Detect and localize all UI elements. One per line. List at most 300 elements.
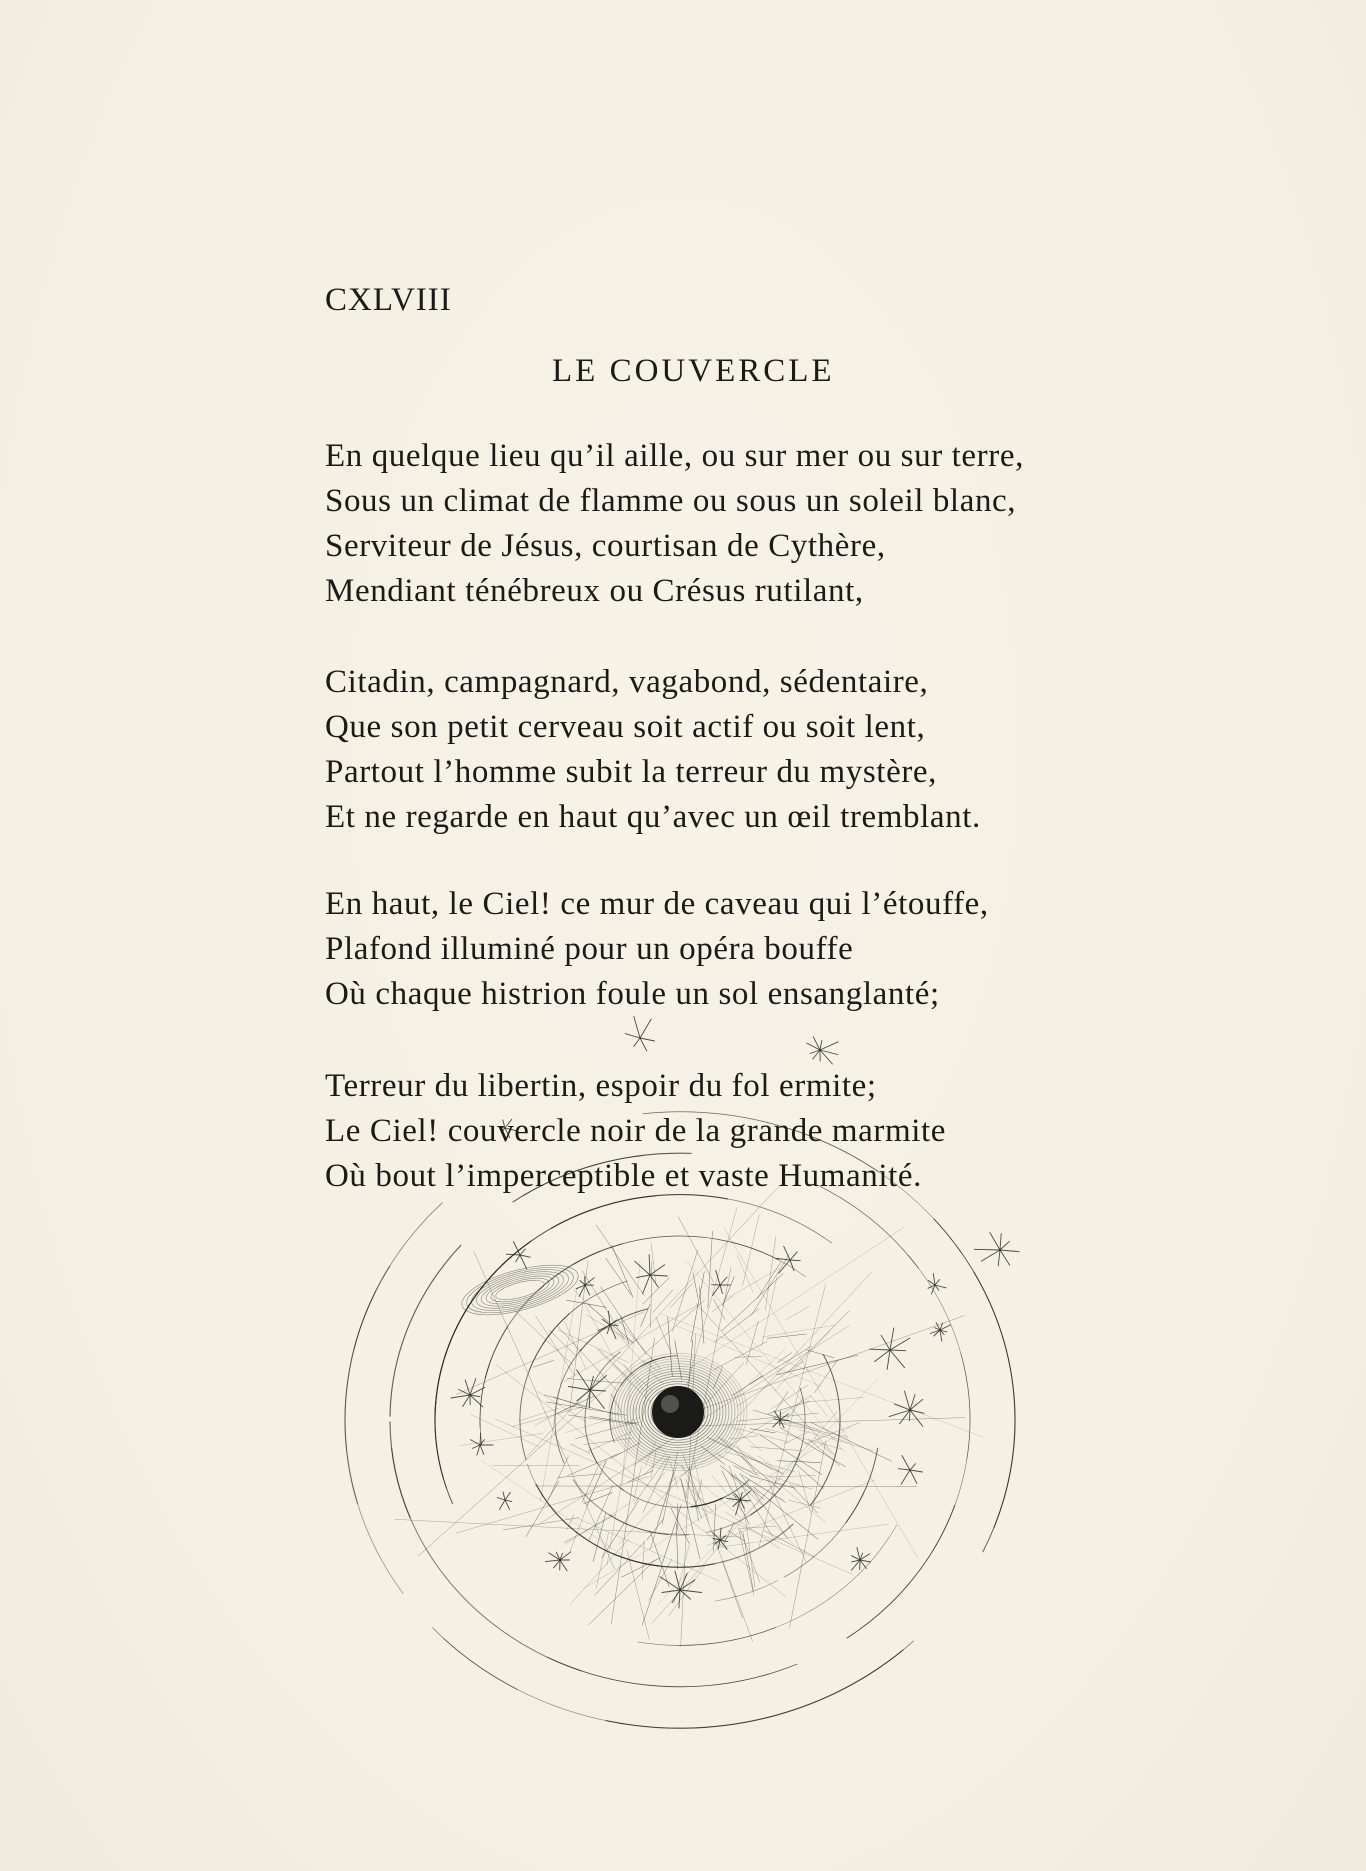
engraving-hatch [737, 1255, 753, 1292]
engraving-hatch [602, 1501, 639, 1559]
star-mark [520, 1255, 530, 1257]
engraving-hatch [536, 1316, 575, 1376]
star-mark [470, 1387, 485, 1395]
engraving-hatch [778, 1353, 792, 1363]
orb-highlight [661, 1395, 679, 1413]
engraving-stroke [617, 1412, 741, 1517]
engraving-arc [630, 1195, 832, 1243]
star-mark [635, 1261, 650, 1275]
star-mark [568, 1387, 590, 1391]
engraving-hatch [624, 1422, 639, 1423]
engraving-hatch [611, 1442, 641, 1458]
engraving-stroke [668, 1396, 811, 1483]
star-mark [640, 1019, 651, 1038]
star-mark [636, 1275, 650, 1278]
star-mark [733, 1500, 740, 1507]
galaxy-swirl [483, 1270, 556, 1309]
star-mark [898, 1469, 910, 1470]
engraving-hatch [750, 1429, 775, 1433]
star-mark [875, 1350, 890, 1362]
star-mark [679, 1590, 680, 1608]
engraving-hatch [732, 1426, 762, 1451]
engraving-hatch [606, 1258, 632, 1295]
star-mark [910, 1470, 917, 1483]
engraving-arc [529, 1329, 554, 1370]
galaxy-swirl [494, 1276, 546, 1303]
star-mark [560, 1552, 571, 1560]
vortex-ring [645, 1384, 711, 1440]
engraving-arc [610, 1376, 629, 1424]
engraving-hatch [558, 1330, 628, 1362]
engraving-hatch [765, 1428, 843, 1449]
star-mark [503, 1492, 505, 1500]
star-mark [1000, 1241, 1009, 1250]
engraving-hatch [587, 1304, 633, 1343]
engraving-hatch [544, 1395, 619, 1416]
vortex-ring [660, 1397, 696, 1428]
star-mark [940, 1330, 942, 1341]
verse-line: Que son petit cerveau soit actif ou soit lent, [325, 709, 926, 745]
star-mark [936, 1323, 940, 1330]
engraving-hatch [681, 1465, 700, 1500]
vortex-ring [636, 1376, 720, 1447]
engraving-hatch [752, 1255, 790, 1315]
engraving-hatch [769, 1401, 810, 1413]
star-mark [910, 1470, 922, 1472]
engraving-hatch [734, 1356, 762, 1357]
engraving-hatch [758, 1456, 779, 1472]
star-mark [463, 1395, 470, 1407]
engraving-hatch [668, 1317, 673, 1376]
engraving-hatch [815, 1360, 838, 1392]
engraving-hatch [740, 1474, 787, 1538]
engraving-hatch [788, 1311, 849, 1372]
engraving-arc [730, 1242, 805, 1277]
engraving-hatch [735, 1348, 786, 1397]
engraving-hatch [691, 1272, 704, 1342]
star-mark [520, 1255, 527, 1269]
vortex-ring [609, 1353, 747, 1470]
star-mark [713, 1285, 721, 1296]
engraving-hatch [746, 1321, 758, 1365]
engraving-arc [609, 1515, 669, 1535]
engraving-hatch [617, 1333, 662, 1383]
galaxy-swirl [457, 1255, 583, 1325]
engraving-hatch [806, 1397, 864, 1402]
engraving-hatch [732, 1376, 762, 1396]
engraving-stroke [686, 1208, 738, 1391]
star-mark [598, 1325, 610, 1331]
engraving-hatch [503, 1518, 579, 1530]
star-mark [718, 1540, 720, 1549]
star-mark [579, 1285, 585, 1297]
engraving-arc [847, 1505, 955, 1638]
engraving-hatch [681, 1479, 700, 1559]
star-mark [852, 1560, 861, 1570]
engraving-stroke [619, 1273, 871, 1545]
verse-line: En quelque lieu qu’il aille, ou sur mer ou sur terre, [325, 438, 1024, 474]
engraving-stroke [706, 1480, 875, 1546]
engraving-hatch [729, 1466, 745, 1512]
star-mark [910, 1395, 915, 1410]
star-mark [934, 1330, 940, 1336]
engraving-hatch [674, 1542, 690, 1604]
engraving-hatch [798, 1470, 810, 1513]
engraving-arc [445, 1196, 657, 1357]
vortex-ring [654, 1392, 702, 1433]
star-mark [640, 1038, 655, 1041]
star-mark [928, 1285, 935, 1288]
engraving-hatch [653, 1290, 673, 1312]
engraving-arc [551, 1195, 727, 1229]
star-mark [470, 1379, 476, 1395]
engraving-hatch [535, 1403, 578, 1426]
engraving-hatch [597, 1453, 616, 1466]
engraving-arc [439, 1250, 520, 1381]
engraving-hatch [596, 1533, 608, 1589]
star-mark [589, 1390, 590, 1408]
engraving-arc [390, 1422, 410, 1518]
engraving-hatch [590, 1417, 638, 1425]
star-mark [774, 1411, 780, 1420]
engraving-stroke [696, 1303, 836, 1457]
engraving-hatch [617, 1360, 652, 1390]
star-mark [649, 1254, 650, 1275]
engraving-stroke [719, 1524, 888, 1547]
engraving-hatch [644, 1454, 665, 1474]
engraving-hatch [743, 1533, 753, 1591]
star-mark [990, 1233, 1000, 1250]
engraving-hatch [735, 1466, 801, 1485]
engraving-arc [715, 1581, 778, 1602]
engraving-hatch [564, 1515, 615, 1543]
engraving-hatch [732, 1495, 748, 1503]
star-mark [465, 1380, 470, 1395]
engraving-hatch [780, 1427, 846, 1467]
engraving-hatch [792, 1484, 812, 1489]
engraving-hatch [567, 1515, 574, 1530]
engraving-hatch [810, 1395, 828, 1417]
engraving-arc [345, 1266, 390, 1504]
engraving-arc [435, 1241, 531, 1423]
star-mark [780, 1420, 789, 1421]
engraving-hatch [595, 1542, 644, 1595]
engraving-arc [642, 1357, 666, 1366]
engraving-hatch [718, 1455, 757, 1476]
poem-title: LE COUVERCLE [552, 353, 835, 389]
engraving-stroke [657, 1379, 878, 1605]
star-mark [1000, 1250, 1010, 1265]
engraving-stroke [496, 1365, 785, 1597]
engraving-arc [347, 1450, 403, 1594]
engraving-hatch [745, 1477, 785, 1501]
star-mark [813, 1050, 820, 1059]
engraving-hatch [519, 1408, 559, 1421]
engraving-hatch [642, 1567, 662, 1625]
star-mark [554, 1560, 560, 1568]
star-mark [928, 1281, 935, 1286]
engraving-stroke [456, 1312, 644, 1395]
engraving-hatch [651, 1452, 656, 1478]
engraving-arc [543, 1281, 628, 1345]
engraving-arc [480, 1326, 508, 1445]
star-mark [974, 1249, 1000, 1250]
engraving-hatch [721, 1438, 772, 1470]
stanza-1 [325, 434, 1024, 614]
star-mark [607, 1325, 610, 1334]
engraving-arc [527, 1464, 663, 1566]
engraving-arc [480, 1364, 490, 1427]
star-mark [459, 1390, 470, 1396]
engraving-hatch [567, 1300, 607, 1307]
galaxy-swirl [467, 1261, 572, 1319]
engraving-hatch [722, 1471, 750, 1525]
star-mark [773, 1420, 780, 1427]
star-mark [720, 1528, 721, 1540]
engraving-arc [638, 1628, 776, 1646]
galaxy-swirl [473, 1264, 567, 1315]
star-mark [477, 1445, 480, 1455]
engraving-arc [678, 1525, 897, 1645]
star-mark [910, 1464, 916, 1470]
engraving-stroke [683, 1454, 753, 1641]
star-mark [713, 1538, 720, 1540]
star-mark [470, 1395, 480, 1397]
engraving-stroke [527, 1187, 778, 1457]
star-mark [930, 1330, 940, 1334]
engraving-hatch [776, 1355, 857, 1375]
engraving-hatch [753, 1410, 819, 1430]
engraving-hatch [586, 1315, 633, 1343]
star-mark [1000, 1234, 1001, 1250]
engraving-hatch [514, 1310, 573, 1365]
engraving-hatch [669, 1566, 705, 1616]
engraving-hatch [726, 1452, 796, 1472]
engraving-hatch [651, 1261, 652, 1327]
engraving-stroke [661, 1314, 982, 1437]
star-mark [716, 1270, 720, 1285]
engraving-hatch [693, 1457, 708, 1524]
star-mark [516, 1255, 520, 1262]
engraving-hatch [714, 1342, 767, 1370]
star-mark [905, 1391, 911, 1410]
star-mark [545, 1560, 560, 1562]
star-mark [940, 1330, 944, 1334]
engraving-hatch [772, 1385, 809, 1409]
engraving-arc [590, 1447, 624, 1490]
star-mark [779, 1260, 790, 1273]
engraving-hatch [526, 1481, 559, 1537]
star-mark [890, 1338, 910, 1350]
engraving-arc [573, 1236, 779, 1264]
engraving-hatch [654, 1472, 664, 1485]
star-mark [590, 1390, 606, 1391]
star-mark [727, 1498, 740, 1500]
engraving-hatch [754, 1487, 818, 1539]
verse-line: Et ne regarde en haut qu’avec un œil tremblant. [325, 799, 981, 835]
engraving-hatch [786, 1306, 809, 1319]
vortex-ring [630, 1371, 726, 1453]
star-mark [497, 1498, 505, 1500]
engraving-arc [691, 1480, 749, 1507]
engraving-hatch [726, 1512, 780, 1549]
engraving-hatch [568, 1415, 621, 1423]
star-mark [720, 1536, 726, 1540]
star-mark [577, 1390, 590, 1401]
engraving-arc [974, 1272, 1015, 1528]
engraving-arc [392, 1448, 581, 1671]
star-mark [935, 1285, 946, 1288]
engraving-hatch [789, 1500, 821, 1508]
star-mark [860, 1560, 871, 1562]
engraving-hatch [672, 1250, 697, 1331]
engraving-hatch [574, 1290, 630, 1344]
vortex-ring [657, 1394, 699, 1430]
galaxy-swirl [489, 1273, 552, 1306]
engraving-hatch [737, 1446, 755, 1471]
engraving-hatch [723, 1268, 779, 1300]
engraving-hatch [614, 1365, 651, 1403]
star-mark [513, 1242, 520, 1256]
engraving-hatch [738, 1528, 754, 1596]
engraving-hatch [758, 1262, 781, 1298]
engraving-hatch [706, 1363, 744, 1404]
star-mark [935, 1328, 941, 1330]
engraving-hatch [713, 1367, 722, 1389]
engraving-hatch [566, 1418, 613, 1432]
engraving-hatch [722, 1561, 742, 1618]
engraving-hatch [647, 1519, 664, 1540]
engraving-hatch [695, 1480, 702, 1508]
star-mark [634, 1038, 640, 1047]
engraving-hatch [628, 1471, 653, 1482]
engraving-hatch [681, 1479, 687, 1497]
engraving-hatch [571, 1539, 629, 1604]
star-mark [735, 1493, 740, 1500]
engraving-arc [647, 1356, 677, 1364]
engraving-hatch [564, 1321, 586, 1369]
stanza-2 [325, 660, 981, 840]
engraving-hatch [740, 1530, 759, 1582]
star-mark [857, 1547, 860, 1560]
engraving-hatch [712, 1296, 733, 1312]
verse-line: Citadin, campagnard, vagabond, sédentaire, [325, 664, 929, 700]
engraving-stroke [495, 1419, 852, 1574]
engraving-hatch [633, 1446, 661, 1465]
engraving-arc [621, 1359, 657, 1385]
star-mark [790, 1260, 794, 1271]
engraving-hatch [571, 1444, 591, 1454]
star-mark [740, 1500, 744, 1508]
star-mark [720, 1277, 727, 1285]
engraving-hatch [750, 1346, 812, 1384]
star-mark [675, 1571, 680, 1590]
star-mark [549, 1553, 560, 1560]
engraving-hatch [558, 1474, 603, 1478]
star-mark [643, 1275, 650, 1294]
engraving-hatch [811, 1422, 892, 1461]
engraving-hatch [733, 1465, 752, 1476]
engraving-arc [433, 1628, 518, 1690]
star-mark [940, 1323, 943, 1330]
galaxy-swirl [478, 1267, 562, 1312]
engraving-hatch [765, 1237, 776, 1310]
star-mark [505, 1493, 510, 1501]
engraving-hatch [557, 1396, 595, 1414]
star-mark [680, 1590, 702, 1593]
engraving-hatch [598, 1349, 626, 1376]
star-mark [577, 1370, 590, 1390]
vortex-ring [621, 1364, 735, 1461]
engraving-stroke [685, 1260, 844, 1453]
engraving-hatch [737, 1361, 804, 1407]
star-mark [560, 1553, 562, 1560]
star-mark [860, 1554, 870, 1560]
engraving-arc [619, 1641, 914, 1728]
star-mark [505, 1500, 510, 1509]
engraving-arc [751, 1454, 800, 1515]
star-mark [870, 1349, 890, 1350]
engraving-hatch [642, 1541, 644, 1581]
engraving-hatch [657, 1463, 677, 1525]
engraving-arc [536, 1484, 660, 1566]
star-mark [890, 1350, 905, 1368]
vortex-ring [633, 1374, 723, 1451]
engraving-hatch [596, 1349, 641, 1394]
engraving-hatch [601, 1287, 647, 1355]
engraving-stroke [577, 1518, 719, 1581]
engraving-hatch [771, 1476, 815, 1477]
engraving-hatch [808, 1439, 840, 1466]
engraving-hatch [584, 1493, 613, 1504]
star-mark [470, 1395, 483, 1407]
engraving-hatch [671, 1508, 689, 1543]
star-mark [660, 1577, 680, 1590]
engraving-arc [444, 1639, 625, 1724]
star-mark [813, 1037, 820, 1050]
engraving-stroke [685, 1267, 731, 1499]
engraving-arc [390, 1245, 461, 1416]
star-mark [680, 1573, 687, 1590]
engraving-arc [485, 1244, 622, 1378]
engraving-hatch [711, 1475, 743, 1513]
engraving-arc [435, 1282, 486, 1488]
engraving-stroke [611, 1338, 654, 1624]
star-mark [560, 1560, 567, 1571]
star-mark [807, 1043, 820, 1050]
engraving-hatch [624, 1364, 645, 1391]
engraving-hatch [643, 1456, 670, 1512]
star-mark [780, 1414, 788, 1420]
vortex-ring [642, 1381, 714, 1442]
star-mark [505, 1500, 512, 1502]
engraving-stroke [395, 1519, 741, 1537]
star-mark [889, 1410, 910, 1417]
engraving-hatch [750, 1447, 802, 1451]
engraving-hatch [745, 1513, 755, 1587]
engraving-hatch [731, 1475, 759, 1493]
engraving-hatch [588, 1431, 633, 1451]
star-mark [852, 1556, 861, 1560]
engraving-hatch [769, 1476, 826, 1523]
star-mark [680, 1580, 695, 1590]
vortex-ring [651, 1389, 705, 1435]
engraving-hatch [642, 1360, 660, 1373]
star-mark [890, 1328, 894, 1350]
star-mark [585, 1278, 594, 1285]
star-mark [820, 1041, 822, 1050]
engraving-hatch [558, 1326, 617, 1390]
